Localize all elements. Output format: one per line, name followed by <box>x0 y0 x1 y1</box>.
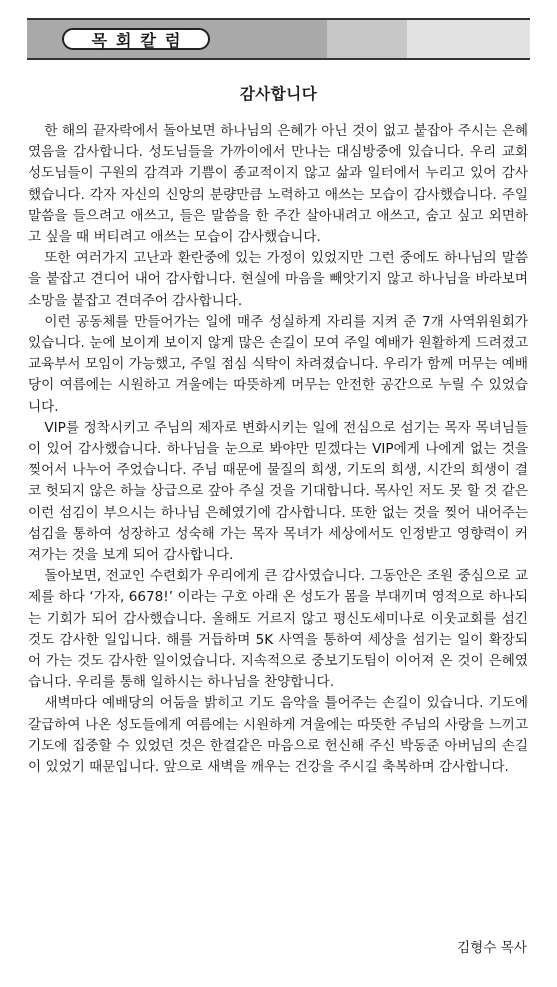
article-title: 감사합니다 <box>239 85 318 103</box>
paragraph: 이런 공동체를 만들어가는 일에 매주 성실하게 자리를 지켜 준 7개 사역위원회가 있습니다. 눈에 보이게 보이지 않게 많은 손길이 모여 주일 예배가 원활하게 드려졌고 교육부서 모임이 가능했고, 주일 점심 식탁이 차려졌습니다. 우리가 함께 머무는 예배당이 여름에는 시원하고 겨울에는 따뜻하게 머무는 안전한 공간으로 누릴 수 있었습니다. <box>28 313 528 415</box>
paragraph: VIP를 정착시키고 주님의 제자로 변화시키는 일에 전심으로 섬기는 목자 목녀님들이 있어 감사했습니다. 하나님을 눈으로 봐야만 믿겠다는 VIP에게 나에게 없는 것을 찢어서 나누어 주었습니다. 주님 때문에 물질의 희생, 기도의 희생, 시간의 희생이 결코 헛되지 않은 하늘 상급으로 갚아 주실 것을 기대합니다. 목사인 저도 못 할 것 같은 이런 섬김이 부으시는 하나님 은혜였기에 감사합니다. 또한 없는 것을 찢어 내어주는 섬김을 통하여 성장하고 성숙해 가는 목자 목녀가 세상에서도 인정받고 영향력이 커져가는 것을 보게 되어 감사합니다. <box>28 419 528 564</box>
paragraph: 새벽마다 예배당의 어둠을 밝히고 기도 음악을 틀어주는 손길이 있습니다. 기도에 갈급하여 나온 성도들에게 여름에는 시원하게 겨울에는 따뜻한 주님의 사랑을 느끼고 기도에 집중할 수 있었던 것은 한결같은 마음으로 헌신해 주신 박동준 아버님의 손길이 있었기 때문입니다. 앞으로 새벽을 깨우는 건강을 주시길 축복하며 감사합니다. <box>28 695 528 776</box>
article-body <box>28 121 528 778</box>
paragraph: 한 해의 끝자락에서 돌아보면 하나님의 은혜가 아닌 것이 없고 붙잡아 주시는 은혜였음을 감사합니다. 성도님들을 가까이에서 만나는 대심방중에 있습니다. 우리 교회 성도님들이 구원의 감격과 기쁨이 종교적이지 않고 삶과 일터에서 누리고 있어 감사했습니다. 각자 자신의 신앙의 분량만큼 노력하고 애쓰는 모습이 감사했습니다. 주일 말씀을 들으려고 애쓰고, 들은 말씀을 한 주간 살아내려고 애쓰고, 숨고 싶고 외면하고 싶을 때 버티려고 애쓰는 모습이 감사했습니다. <box>28 123 528 246</box>
column-header-bar <box>27 18 530 60</box>
column-label: 목회칼럼 <box>62 28 210 50</box>
paragraph: 돌아보면, 전교인 수련회가 우리에게 큰 감사였습니다. 그동안은 조원 중심으로 교제를 하다 ‘가자, 6678!’ 이라는 구호 아래 온 성도가 몸을 부대끼며 영적으로 하나되는 기회가 되어 감사했습니다. 올해도 거르지 않고 평신도세미나로 이웃교회를 섬긴 것도 감사한 일입니다. 해를 거듭하며 5K 사역을 통하여 세상을 섬기는 일이 확장되어 가는 것도 감사한 일이었습니다. 지속적으로 중보기도팀이 이어져 온 것이 은혜였습니다. 우리를 통해 일하시는 하나님을 찬양합니다. <box>28 568 528 691</box>
header-segment-mid <box>327 20 407 58</box>
author-signature: 김형수 목사 <box>457 940 527 956</box>
paragraph: 또한 여러가지 고난과 환란중에 있는 가정이 있었지만 그런 중에도 하나님의 말씀을 붙잡고 견디어 내어 감사합니다. 현실에 마음을 빼앗기지 않고 하나님을 바라보며 소망을 붙잡고 견뎌주어 감사합니다. <box>28 250 528 309</box>
header-segment-light <box>407 20 530 58</box>
header-segment-dark <box>27 20 327 58</box>
